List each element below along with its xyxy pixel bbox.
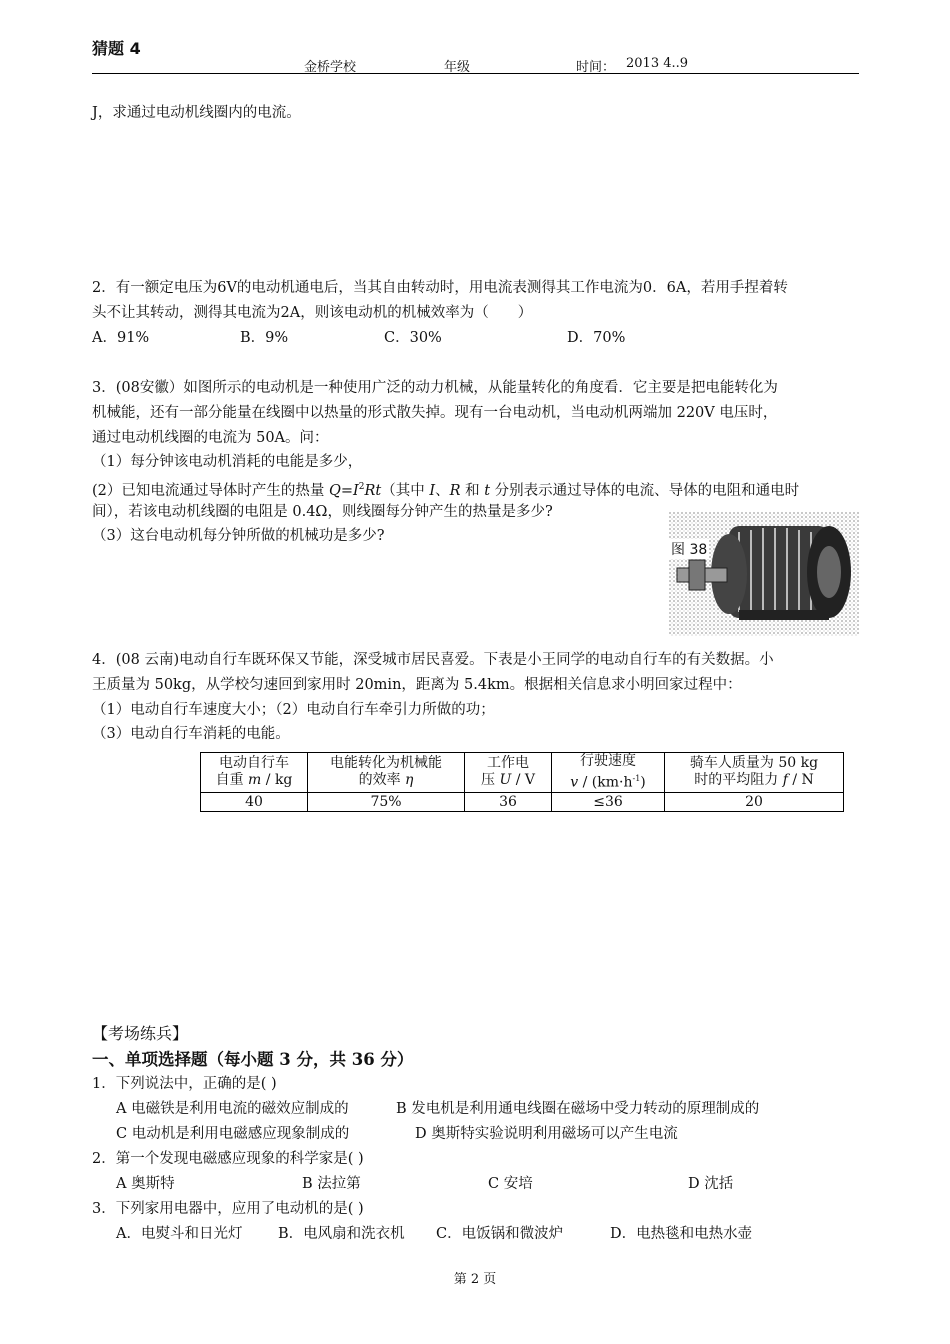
table-header-efficiency: 电能转化为机械能 的效率 η — [308, 753, 465, 793]
q2-option-b: B．9% — [240, 330, 289, 346]
practice-q1-option-a: A 电磁铁是利用电流的磁效应制成的 — [116, 1101, 349, 1117]
practice-q1-option-b: B 发电机是利用通电线圈在磁场中受力转动的原理制成的 — [396, 1101, 760, 1117]
time-value: 2013 4..9 — [626, 56, 689, 71]
practice-section-title: 一、单项选择题（每小题 3 分，共 36 分） — [92, 1050, 414, 1069]
header-divider — [92, 73, 859, 74]
practice-q2-option-d: D 沈括 — [688, 1176, 734, 1192]
table-header-row — [201, 753, 844, 793]
practice-q2-option-c: C 安培 — [488, 1176, 533, 1192]
practice-q1-option-d: D 奥斯特实验说明利用磁场可以产生电流 — [415, 1126, 678, 1142]
practice-q3-option-a: A．电熨斗和日光灯 — [116, 1226, 243, 1242]
question-fragment: J，求通过电动机线圈内的电流。 — [92, 105, 301, 121]
figure-label: 图 38 — [669, 539, 709, 559]
practice-q2-option-b: B 法拉第 — [302, 1176, 361, 1192]
grade-label: 年级 — [444, 60, 471, 75]
table-header-voltage: 工作电 压 U / V — [465, 753, 552, 793]
ebike-data-table — [200, 752, 844, 812]
table-cell-voltage: 36 — [465, 792, 552, 811]
q3-line2: 机械能，还有一部分能量在线圈中以热量的形式散失掉。现有一台电动机，当电动机两端加 220V 电压时， — [92, 405, 778, 421]
q3-sub2-cont: 间），若该电动机线圈的电阻是 0.4Ω，则线圈每分钟产生的热量是多少? — [92, 504, 553, 520]
time-label: 时间： — [576, 60, 616, 75]
table-header-resistance: 骑车人质量为 50 kg 时的平均阻力 f / N — [665, 753, 844, 793]
practice-q3-option-c: C．电饭锅和微波炉 — [436, 1226, 564, 1242]
q3-line1: 3．(08安徽）如图所示的电动机是一种使用广泛的动力机械，从能量转化的角度看．它主要是把电能转化为 — [92, 380, 778, 396]
q3-sub2: (2）已知电流通过导体时产生的热量 $Q=I^2Rt$（其中 I、R 和 t 分别表示通过导体的电流、导体的电阻和通电时 — [92, 482, 800, 499]
q3-sub1: （1）每分钟该电动机消耗的电能是多少， — [92, 454, 363, 470]
q2-option-c: C．30% — [384, 330, 442, 346]
practice-q3-option-b: B．电风扇和洗衣机 — [278, 1226, 405, 1242]
page-number: 第 2 页 — [453, 1272, 497, 1287]
practice-q2: 2．第一个发现电磁感应现象的科学家是( ) — [92, 1151, 364, 1167]
practice-q3-option-d: D．电热毯和电热水壶 — [610, 1226, 753, 1242]
table-header-speed: 行驶速度 $v / (km\cdot h^{-1})$ — [552, 753, 665, 793]
practice-q2-option-a: A 奥斯特 — [116, 1176, 175, 1192]
q4-sub3: （3）电动自行车消耗的电能。 — [92, 726, 290, 742]
page-title: 猜题 4 — [92, 39, 141, 58]
table-header-weight: 电动自行车 自重 m / kg — [201, 753, 308, 793]
school-name: 金桥学校 — [304, 60, 357, 75]
q3-sub3: （3）这台电动机每分钟所做的机械功是多少? — [92, 528, 385, 544]
practice-q1-option-c: C 电动机是利用电磁感应现象制成的 — [116, 1126, 350, 1142]
table-row — [201, 792, 844, 811]
practice-heading: 【考场练兵】 — [92, 1024, 189, 1043]
q4-line1: 4．(08 云南)电动自行车既环保又节能，深受城市居民喜爱。下表是小王同学的电动自行车的有关数据。小 — [92, 652, 774, 668]
table-cell-weight: 40 — [201, 792, 308, 811]
table-cell-speed: ≤36 — [552, 792, 665, 811]
motor-figure — [669, 512, 859, 636]
table-cell-resistance: 20 — [665, 792, 844, 811]
practice-q3: 3．下列家用电器中，应用了电动机的是( ) — [92, 1201, 364, 1217]
practice-q1: 1．下列说法中，正确的是( ) — [92, 1076, 277, 1092]
table-cell-efficiency: 75% — [308, 792, 465, 811]
q3-line3: 通过电动机线圈的电流为 50A。问： — [92, 430, 329, 446]
q2-option-a: A．91% — [92, 330, 150, 346]
q2-line1: 2．有一额定电压为6V的电动机通电后，当其自由转动时，用电流表测得其工作电流为0．6A，若用手捏着转 — [92, 280, 788, 296]
q4-line2: 王质量为 50kg，从学校匀速回到家用时 20min，距离为 5.4km。根据相关信息求小明回家过程中： — [92, 677, 742, 693]
q2-line2: 头不让其转动，测得其电流为2A，则该电动机的机械效率为（ ） — [92, 305, 533, 321]
q4-sub1-2: （1）电动自行车速度大小；（2）电动自行车牵引力所做的功； — [92, 702, 495, 718]
q2-option-d: D．70% — [567, 330, 626, 346]
